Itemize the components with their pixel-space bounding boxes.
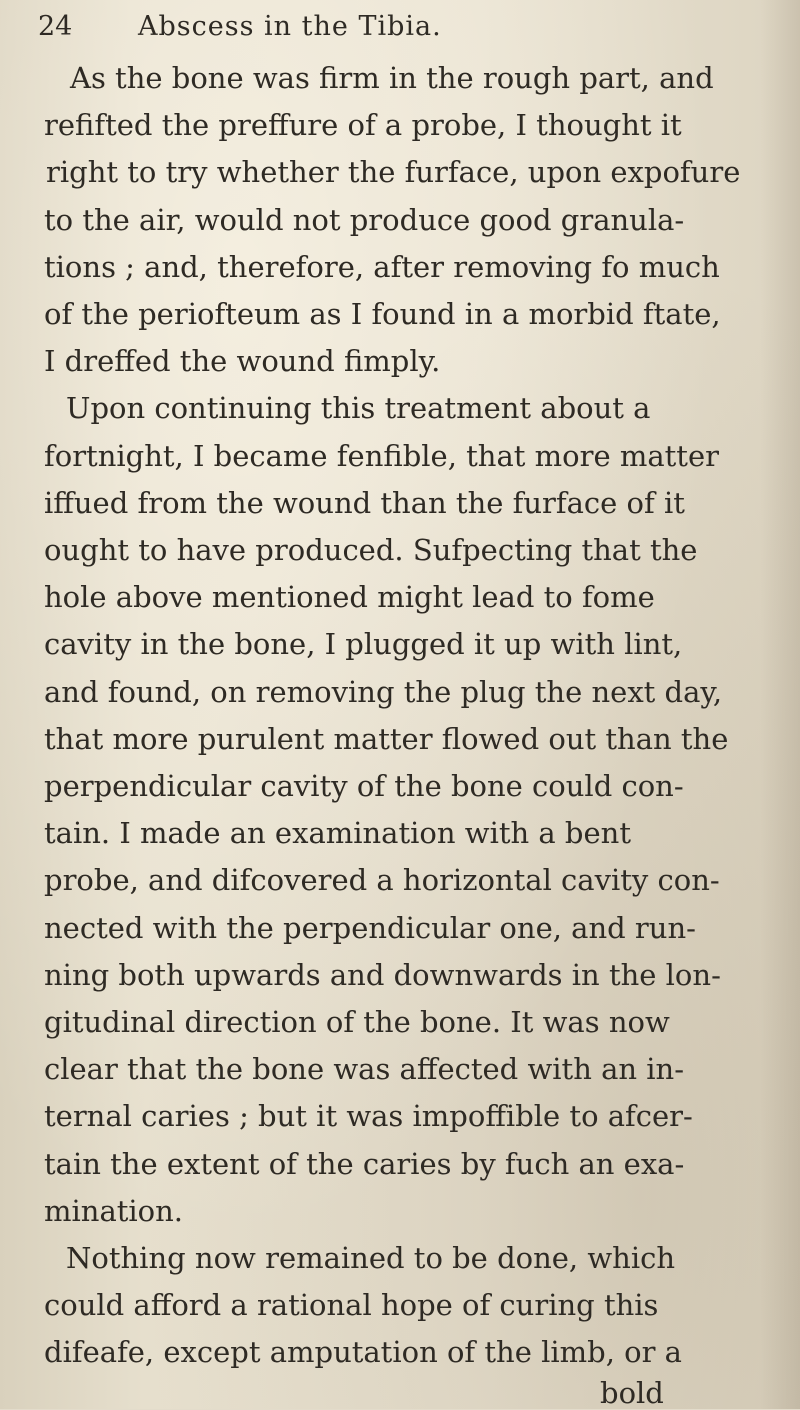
text-line: and found, on removing the plug the next day, [44,674,723,709]
text-line: to the air, would not produce good granula- [44,202,685,237]
text-line: fortnight, I became fenfible, that more matter [44,438,719,473]
catchword: bold [600,1375,664,1410]
text-line: perpendicular cavity of the bone could con- [44,769,684,803]
text-line: probe, and difcovered a horizontal cavity con- [44,863,720,898]
page-number: 24 [38,11,73,42]
text-line: right to try whether the furface, upon expofure [46,155,741,190]
text-line: difeafe, except amputation of the limb, or a [44,1335,682,1370]
text-line: ought to have produced. Sufpecting that the [44,533,698,567]
text-line: cavity in the bone, I plugged it up with lint, [44,627,683,662]
text-line: nected with the perpendicular one, and run- [44,910,696,945]
text-line: tions ; and, therefore, after removing fo much [44,249,720,284]
text-line: of the periofteum as I found in a morbid ftate, [44,297,721,331]
text-line: tain. I made an examination with a bent [44,816,631,851]
text-line: tain the extent of the caries by fuch an exa- [44,1146,685,1181]
text-line: that more purulent matter flowed out than the [44,721,729,756]
text-line: refifted the preffure of a probe, I thought it [44,108,682,143]
text-line: clear that the bone was affected with an in- [44,1052,685,1087]
text-line: As the bone was firm in the rough part, and [70,61,714,95]
text-line: iffued from the wound than the furface of it [44,485,685,520]
text-line: mination. [44,1193,184,1228]
text-line: hole above mentioned might lead to fome [44,580,655,615]
text-line: I dreffed the wound fimply. [44,344,441,379]
text-line: could afford a rational hope of curing this [44,1288,659,1323]
text-line: Upon continuing this treatment about a [66,391,651,426]
running-head: Abscess in the Tibia. [138,11,442,42]
text-line: Nothing now remained to be done, which [66,1241,676,1275]
text-line: gitudinal direction of the bone. It was now [44,1005,670,1039]
text-line: ning both upwards and downwards in the lon- [44,957,721,992]
text-line: ternal caries ; but it was impoffible to afcer- [44,1099,693,1134]
